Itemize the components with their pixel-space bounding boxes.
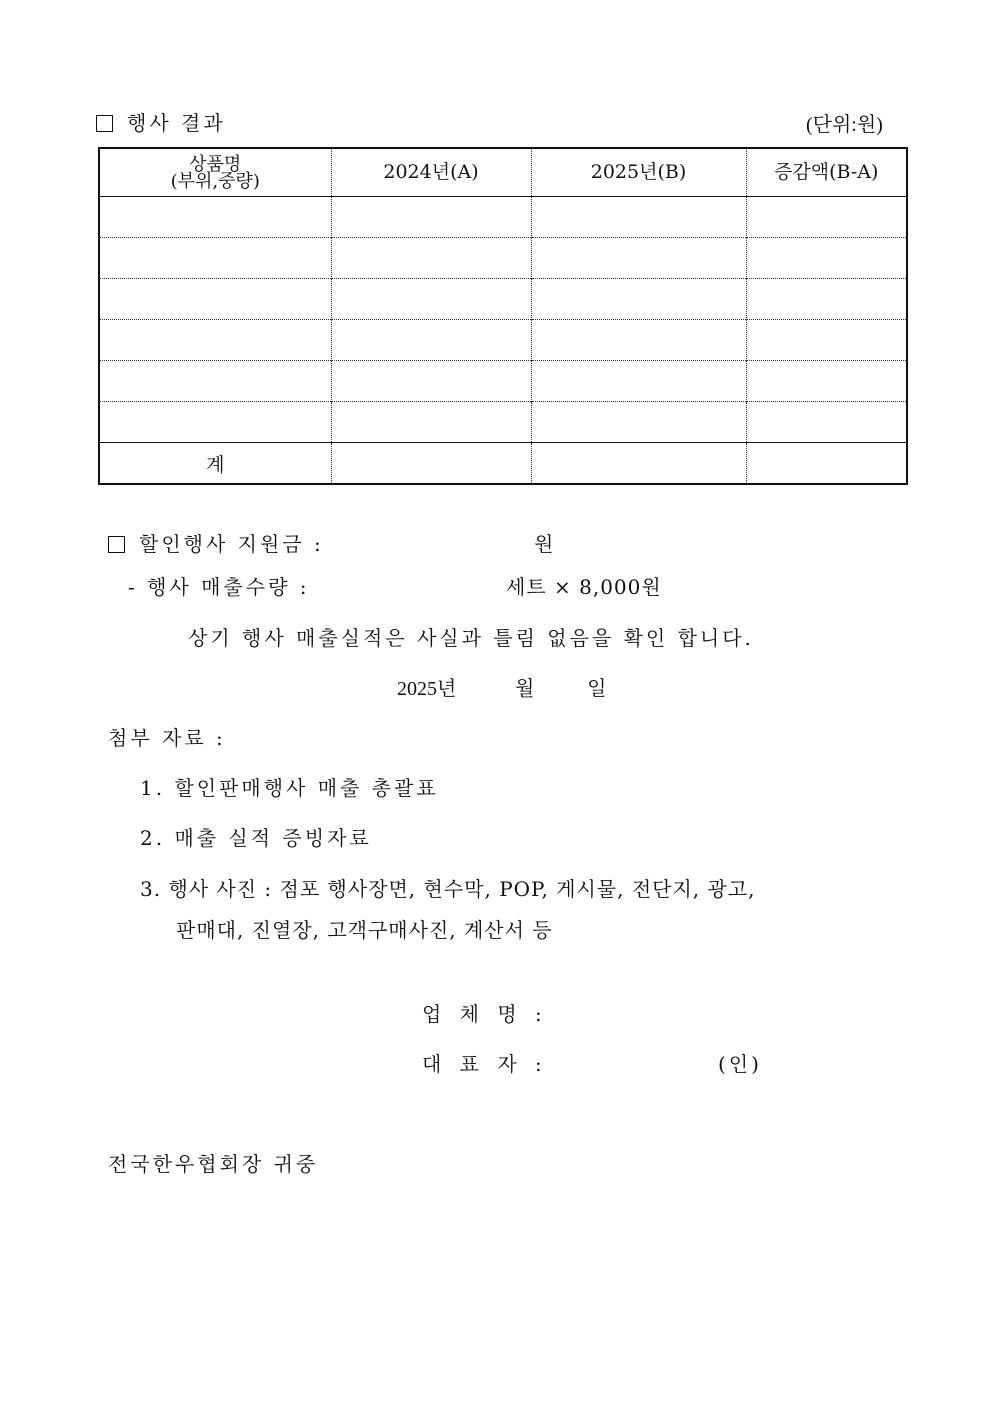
- cell-2025[interactable]: [531, 238, 746, 279]
- cell-diff[interactable]: [746, 279, 907, 320]
- section-title-text: 행사 결과: [127, 111, 226, 135]
- cell-product[interactable]: [99, 197, 331, 238]
- cell-2024[interactable]: [331, 402, 531, 443]
- table-row: [99, 320, 907, 361]
- attachment-item: 3. 행사 사진 : 점포 행사장면, 현수막, POP, 게시물, 전단지, 광고,: [140, 877, 756, 901]
- cell-2024[interactable]: [331, 320, 531, 361]
- cell-diff[interactable]: [746, 238, 907, 279]
- cell-diff[interactable]: [746, 197, 907, 238]
- sales-quantity-label: - 행사 매출수량 :: [128, 575, 310, 599]
- sales-quantity-unit: 세트 × 8,000원: [506, 575, 662, 599]
- section-result-title: [96, 107, 226, 136]
- subsidy-unit: 원: [534, 532, 557, 556]
- unit-label: (단위:원): [806, 114, 883, 136]
- cell-product[interactable]: [99, 279, 331, 320]
- checkbox-icon: [108, 536, 125, 553]
- cell-2024[interactable]: [331, 197, 531, 238]
- table-row: [99, 402, 907, 443]
- cell-2025[interactable]: [531, 402, 746, 443]
- header-product-name: 상품명: [189, 153, 242, 175]
- header-diff: 증감액(B-A): [746, 148, 907, 197]
- cell-diff[interactable]: [746, 361, 907, 402]
- cell-2025[interactable]: [531, 279, 746, 320]
- confirm-text: 상기 행사 매출실적은 사실과 틀림 없음을 확인 합니다.: [188, 626, 754, 650]
- seal-mark: (인): [718, 1052, 762, 1076]
- attachment-item: 2. 매출 실적 증빙자료: [140, 826, 372, 850]
- attachment-item-continued: 판매대, 진열장, 고객구매사진, 계산서 등: [176, 918, 553, 942]
- table-total-row: [99, 443, 907, 485]
- cell-2025[interactable]: [531, 361, 746, 402]
- header-2025: 2025년(B): [531, 148, 746, 197]
- cell-product[interactable]: [99, 361, 331, 402]
- cell-diff[interactable]: [746, 320, 907, 361]
- header-product: [99, 148, 331, 197]
- addressee: 전국한우협회장 귀중: [108, 1152, 319, 1176]
- cell-2024[interactable]: [331, 279, 531, 320]
- date-month: 월: [515, 676, 535, 700]
- date-year: 2025년: [397, 678, 457, 700]
- cell-product[interactable]: [99, 402, 331, 443]
- result-table: [98, 147, 908, 485]
- representative-label: 대 표 자 :: [422, 1052, 548, 1076]
- header-2024: 2024년(A): [331, 148, 531, 197]
- date-day: 일: [587, 676, 607, 700]
- checkbox-icon: [96, 115, 113, 132]
- total-2025[interactable]: [531, 443, 746, 485]
- cell-2024[interactable]: [331, 238, 531, 279]
- header-product-sub: (부위,중량): [170, 170, 260, 192]
- attachments-label: 첨부 자료 :: [108, 726, 226, 750]
- total-2024[interactable]: [331, 443, 531, 485]
- cell-diff[interactable]: [746, 402, 907, 443]
- table-row: [99, 238, 907, 279]
- subsidy-label: 할인행사 지원금 :: [139, 532, 324, 556]
- table-header-row: [99, 148, 907, 197]
- cell-2024[interactable]: [331, 361, 531, 402]
- table-row: [99, 197, 907, 238]
- total-label: 계: [99, 443, 331, 485]
- cell-product[interactable]: [99, 238, 331, 279]
- attachment-item: 1. 할인판매행사 매출 총괄표: [140, 776, 439, 800]
- cell-product[interactable]: [99, 320, 331, 361]
- date-line: [397, 672, 606, 701]
- company-name-label: 업 체 명 :: [422, 1002, 548, 1026]
- cell-2025[interactable]: [531, 197, 746, 238]
- table-row: [99, 361, 907, 402]
- table-row: [99, 279, 907, 320]
- subsidy-line: [108, 528, 324, 557]
- cell-2025[interactable]: [531, 320, 746, 361]
- total-diff[interactable]: [746, 443, 907, 485]
